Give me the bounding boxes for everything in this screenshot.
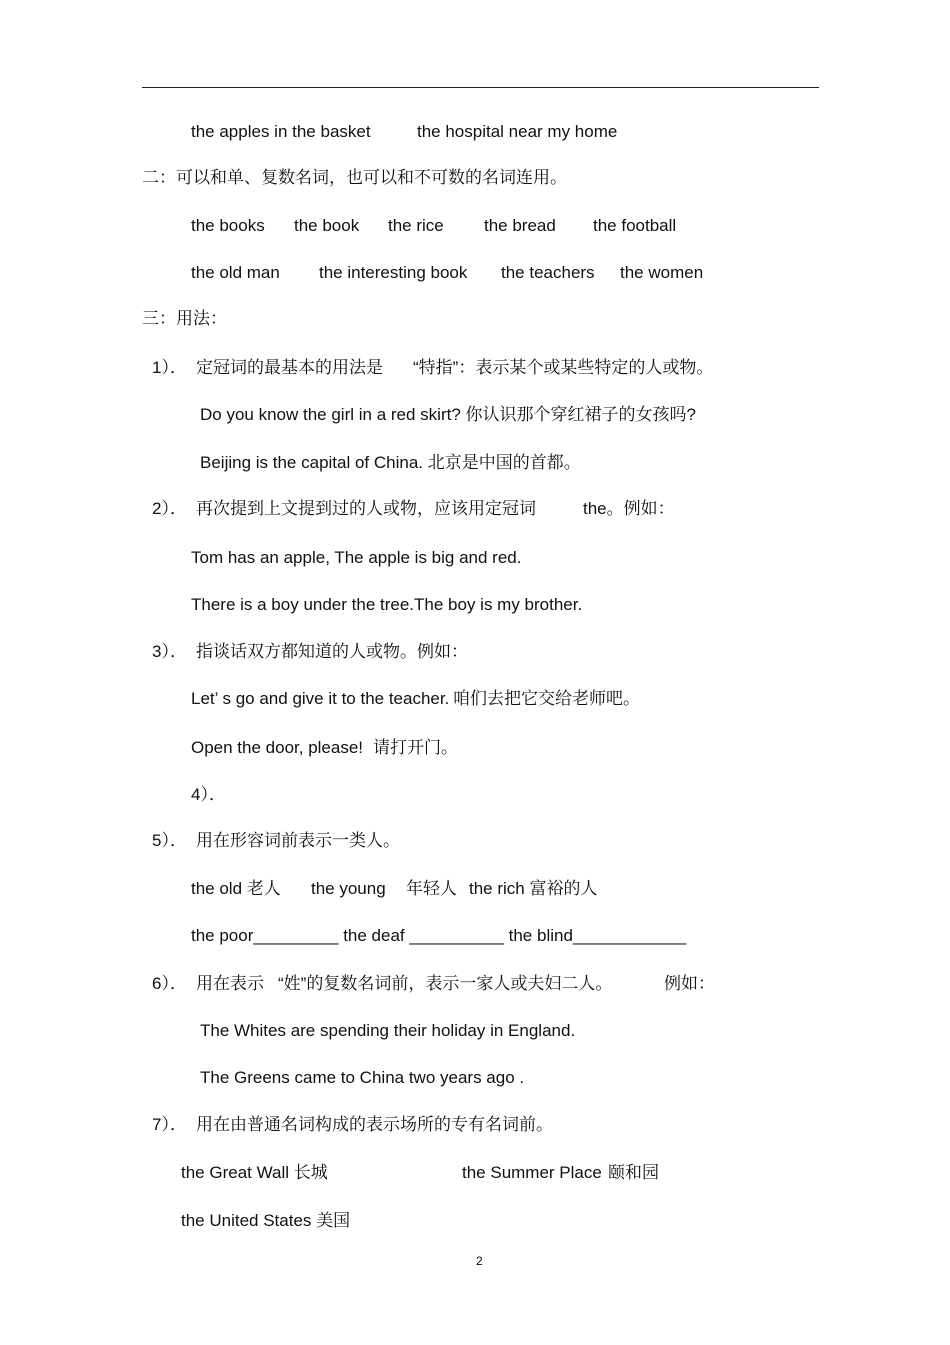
item-text: “特指”：表示某个或某些特定的人或物。: [413, 358, 714, 377]
example-text: 请打开门。: [373, 738, 458, 757]
example-text: the women: [620, 263, 704, 282]
section-heading: 二：可以和单、复数名词，也可以和不可数的名词连用。: [142, 168, 567, 187]
item-text: 定冠词的最基本的用法是: [196, 358, 383, 377]
example-text: the bread: [484, 216, 556, 235]
example-text: the young: [311, 879, 386, 898]
example-text: the book: [294, 216, 360, 235]
example-text: Beijing is the capital of China. 北京是中国的首都。: [200, 453, 581, 472]
header-rule: [142, 87, 819, 88]
item-number: 1）．: [152, 358, 187, 377]
item-text: 用在由普通名词构成的表示场所的专有名词前。: [196, 1115, 553, 1134]
example-text: The Whites are spending their holiday in England.: [200, 1021, 576, 1040]
example-text: Tom has an apple, The apple is big and red.: [191, 548, 522, 567]
example-text: the rich 富裕的人: [469, 879, 598, 898]
item-number: 5）．: [152, 831, 187, 850]
example-text: the Great Wall 长城: [181, 1163, 328, 1182]
example-text: the hospital near my home: [417, 122, 618, 141]
item-text: the。例如：: [583, 499, 675, 518]
item-number: 2）．: [152, 499, 187, 518]
example-text: the apples in the basket: [191, 122, 371, 141]
example-text: 年轻人: [406, 879, 457, 898]
item-text: 用在形容词前表示一类人。: [196, 831, 400, 850]
example-text: Open the door, please!: [191, 738, 364, 757]
example-text: the old man: [191, 263, 280, 282]
example-text: the Summer Place: [462, 1163, 602, 1182]
example-text: the interesting book: [319, 263, 468, 282]
item-number: 3）．: [152, 642, 187, 661]
item-text: “姓”的复数名词前，表示一家人或夫妇二人。: [278, 974, 613, 993]
item-text: 再次提到上文提到过的人或物，应该用定冠词: [196, 499, 536, 518]
section-heading: 三：用法：: [142, 309, 227, 328]
example-text: 咱们去把它交给老师吧。: [453, 689, 640, 708]
example-text: the rice: [388, 216, 444, 235]
example-text: 颐和园: [608, 1163, 659, 1182]
example-text: the football: [593, 216, 677, 235]
fill-blank-text: the poor_________ the deaf __________ the blind____________: [191, 926, 687, 945]
example-text: Let’ s go and give it to the teacher.: [191, 689, 450, 708]
item-text: 用在表示: [196, 974, 264, 993]
example-text: the teachers: [501, 263, 595, 282]
example-text: The Greens came to China two years ago .: [200, 1068, 525, 1087]
item-number: 7）．: [152, 1115, 187, 1134]
item-number: 6）．: [152, 974, 187, 993]
item-number: 4）．: [191, 785, 226, 804]
example-text: There is a boy under the tree.The boy is my brother.: [191, 595, 583, 614]
item-text: 指谈话双方都知道的人或物。例如：: [196, 642, 468, 661]
example-text: the old 老人: [191, 879, 281, 898]
example-text: the United States 美国: [181, 1211, 351, 1230]
example-text: Do you know the girl in a red skirt? 你认识那个穿红裙子的女孩吗?: [200, 405, 696, 424]
item-text: 例如：: [664, 974, 715, 993]
example-text: the books: [191, 216, 265, 235]
page-number: 2: [476, 1254, 483, 1268]
